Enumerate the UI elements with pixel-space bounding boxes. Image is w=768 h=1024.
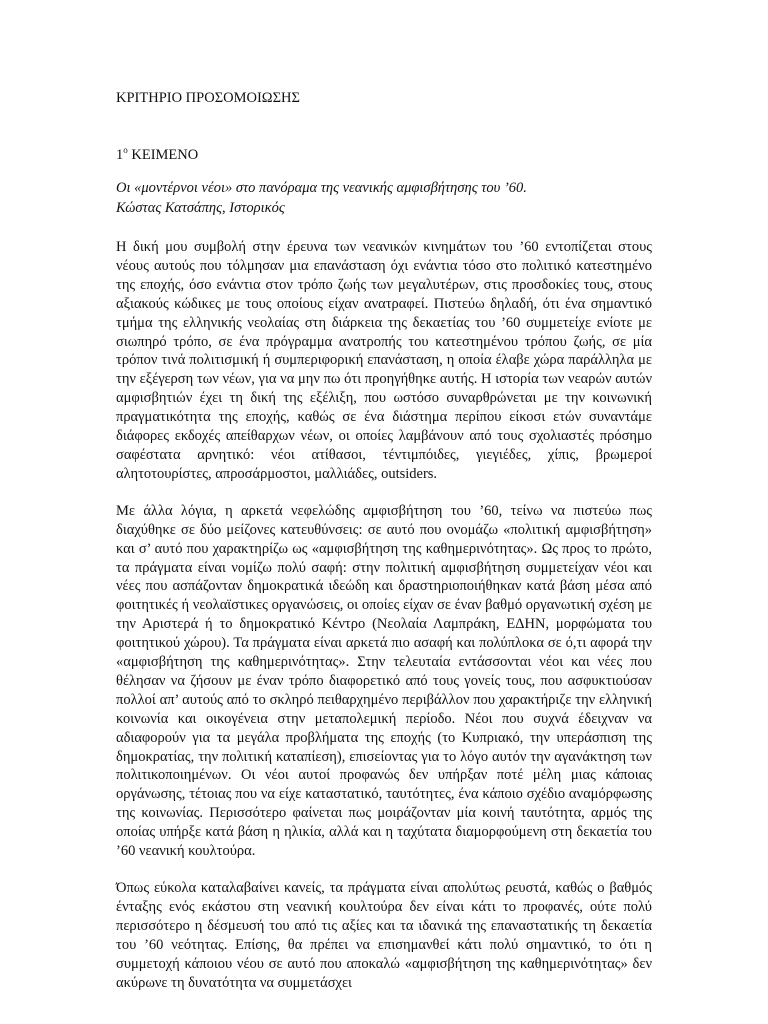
section-number: 1 xyxy=(116,147,124,163)
section-ordinal: ο xyxy=(123,145,128,156)
paragraph-2: Με άλλα λόγια, η αρκετά νεφελώδης αμφισβήτηση του ’60, τείνω να πιστεύω πως διαχύθηκε σε δύο μείζονες κατευθύνσεις: σε αυτό που ονομάζω «πολιτική αμφισβήτηση» και σ’ αυτό που χαρακτηρίζω ως «αμφισβήτηση της καθημερινότητας». Ως προς το πρώτο, τα πράγματα είναι νομίζω πολύ σαφή: στην πολιτική αμφισβήτηση συμμετείχαν νέοι και νέες που ασπάζονταν δημοκρατικά ιδεώδη και δραστηριοποιήθηκαν κατά βάση μέσα από φοιτητικές ή νεολαϊστικες οργανώσεις, οι οποίες είχαν σε έναν βαθμό οργανωτική σχέση με την Αριστερά ή το δημοκρατικό Κέντρο (Νεολαία Λαμπράκη, ΕΔΗΝ, μορφώματα του φοιτητικού χώρου). Τα πράγματα είναι αρκετά πιο ασαφή και πολύπλοκα σε ό,τι αφορά την «αμφισβήτηση της καθημερινότητας». Στην τελευταία εντάσσονται νέοι και νέες που θέλησαν να ζήσουν με έναν τρόπο διαφορετικό από τους γονείς τους, που ασφυκτιούσαν πολλοί απ’ αυτούς από το σκληρό πειθαρχημένο περιβάλλον που χαρακτήριζε την ελληνική κοινωνία και οικογένεια στην μεταπολεμική περίοδο. Νέοι που συχνά έδειχναν να αδιαφορούν για τα μεγάλα προβλήματα της εποχής (το Κυπριακό, την υπεράσπιση της δημοκρατίας, την πολιτική καταπίεση), επισείοντας για το λόγο αυτόν την αγανάκτηση των πολιτικοποιημένων. Οι νέοι αυτοί προφανώς δεν υπήρξαν ποτέ μέλη μιας κάποιας οργάνωσης, τέτοιας που να είχε καταστατικό, ταυτότητες, ένα κάποιο σχέδιο αναμόρφωσης της κοινωνίας. Περισσότερο φαίνεται πως μοιράζονταν μία κοινή ταυτότητα, αρμός της οποίας υπήρξε κατά βάση η ηλικία, αλλά και η ταχύτατα διαμορφούμενη στη δεκαετία του ’60 νεανική κουλτούρα. xyxy=(116,502,652,860)
paragraph-3: Όπως εύκολα καταλαβαίνει κανείς, τα πράγματα είναι απολύτως ρευστά, καθώς ο βαθμός ένταξης ενός εκάστου στη νεανική κουλτούρα δεν είναι κάτι το προφανές, ούτε πολύ περισσότερο η δέσμευσή του από τις αξίες και τα ιδανικά της επαναστατικής τη δεκαετία του ’60 νεότητας. Επίσης, θα πρέπει να επισημανθεί κάτι πολύ σημαντικό, το ότι η συμμετοχή κάποιου νέου σε αυτό που αποκαλώ «αμφισβήτηση της καθημερινότητας» δεν ακύρωνε τη δυνατότητα να συμμετάσχει xyxy=(116,880,652,991)
text-author: Κώστας Κατσάπης, Ιστορικός xyxy=(116,200,285,216)
paragraph-1: Η δική μου συμβολή στην έρευνα των νεανικών κινημάτων του ’60 εντοπίζεται στους νέους αυτούς που τόλμησαν μια επανάσταση όχι ενάντια τόσο στο πολιτικό κατεστημένο της εποχής, όσο ενάντια στον τρόπο ζωής των μεγαλυτέρων, στις προσδοκίες τους, στους αξιακούς κώδικες με τους οποίους είχαν ανατραφεί. Πιστεύω δηλαδή, ότι ένα σημαντικό τμήμα της ελληνικής νεολαίας στη διάρκεια της δεκαετίας του ’60 συμμετείχε ενίοτε με σιωπηρό τρόπο, σε ένα πρόγραμμα ανατροπής του κατεστημένου τρόπου ζωής, σε μία τρόπον τινά πολιτισμική ή συμπεριφορική επανάσταση, η οποία έλαβε χώρα παράλληλα με την εξέγερση των νέων, για να μην πω ότι προηγήθηκε αυτής. Η ιστορία των νεαρών αυτών αμφισβητιών έχει τη δική της εξέλιξη, που ωστόσο συναρθρώνεται με την κοινωνική πραγματικότητα της εποχής, καθώς σε ένα διάστημα περίπου είκοσι ετών συναντάμε διάφορες εκδοχές απείθαρχων νέων, οι οποίες λαμβάνουν από τους σχολιαστές πρόσημο σαφέστατα αρνητικό: νέοι ατίθασοι, τέντιμπόιδες, γιεγιέδες, χίπις, βρωμεροί αλητοτουρίστες, απροσάρμοστοι, μαλλιάδες, outsiders. xyxy=(116,239,652,482)
document-title: ΚΡΙΤΗΡΙΟ ΠΡΟΣΟΜΟΙΩΣΗΣ xyxy=(116,90,300,106)
section-heading xyxy=(116,145,652,165)
section-label: ΚΕΙΜΕΝΟ xyxy=(127,147,199,163)
text-subtitle: Οι «μοντέρνοι νέοι» στο πανόραμα της νεανικής αμφισβήτησης του ’60. xyxy=(116,180,527,196)
